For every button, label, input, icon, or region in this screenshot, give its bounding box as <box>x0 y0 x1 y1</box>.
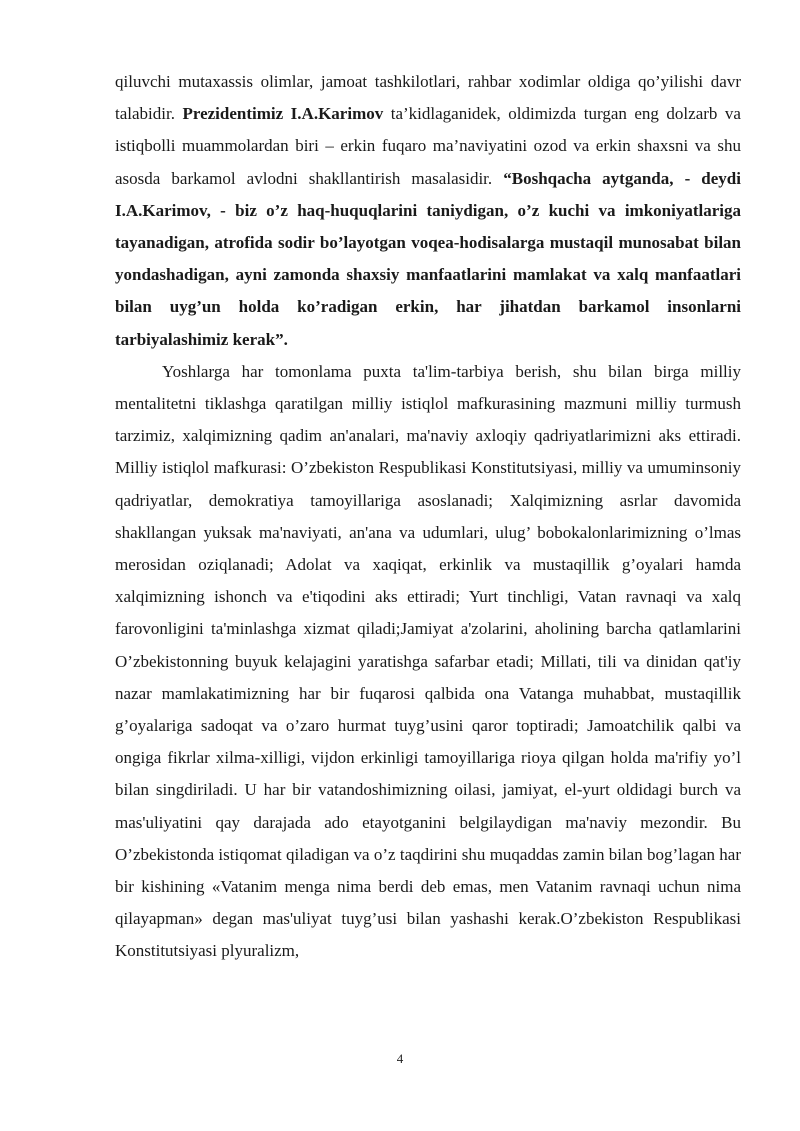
paragraph-1-text-b: ta’kidlaganidek, oldimizda turgan eng dolzarb va istiqbolli muammolardan biri – erkin fuqaro ma’naviyatini ozod va erkin shaxsni va shu asosda barkamol avlodni shakllantirish masalasidir. <box>115 104 741 188</box>
page-number: 4 <box>396 1051 404 1066</box>
body-text <box>115 66 741 968</box>
paragraph-1-text-a: qiluvchi mutaxassis olimlar, jamoat tashkilotlari, rahbar xodimlar oldiga qo’yilishi davr talabidir. <box>115 72 741 124</box>
paragraph-1 <box>115 66 741 356</box>
president-name-bold: Prezidentimiz I.A.Karimov <box>182 104 384 124</box>
karimov-quote-bold: “Boshqacha aytganda, - deydi I.A.Karimov, - biz o’z haq-huquqlarini taniydigan, o’z kuchi va imkoniyatlariga tayanadigan, atrofida sodir bo’layotgan voqea-hodisalarga mustaqil munosabat bilan yondashadigan, ayni zamonda shaxsiy manfaatlarini mamlakat va xalq manfaatlari bilan uyg’un holda ko’radigan erkin, har jihatdan barkamol insonlarni tarbiyalashimiz kerak”. <box>115 168 741 349</box>
paragraph-2: Yoshlarga har tomonlama puxta ta'lim-tarbiya berish, shu bilan birga milliy mentalitetni tiklashga qaratilgan milliy istiqlol mafkurasining mazmuni milliy turmush tarzimiz, xalqimizning qadim an'analari, ma'naviy axloqiy qadriyatlarimizni aks ettiradi. Milliy istiqlol mafkurasi: O’zbekiston Respublikasi Konstitutsiyasi, milliy va umuminsoniy qadriyatlar, demokratiya tamoyillariga asoslanadi; Xalqimizning asrlar davomida shakllangan yuksak ma'naviyati, an'ana va udumlari, ulug’ bobokalonlarimizning o’lmas merosidan oziqlanadi; Adolat va xaqiqat, erkinlik va mustaqillik g’oyalari hamda xalqimizning ishonch va e'tiqodini aks ettiradi; Yurt tinchligi, Vatan ravnaqi va xalq farovonligini ta'minlashga xizmat qiladi;Jamiyat a'zolarini, aholining barcha qatlamlarini O’zbekistonning buyuk kelajagini yaratishga safarbar etadi; Millati, tili va dinidan qat'iy nazar mamlakatimizning har bir fuqarosi qalbida ona Vatanga muhabbat, mustaqillik g’oyalariga sadoqat va o’zaro hurmat tuyg’usini qaror toptiradi; Jamoatchilik qalbi va ongiga fikrlar xilma-xilligi, vijdon erkinligi tamoyillariga rioya qilgan holda ma'rifiy yo’l bilan singdiriladi. U har bir vatandoshimizning oilasi, jamiyat, el-yurt oldidagi burch va mas'uliyatini qay darajada ado etayotganini belgilaydigan ma'naviy mezondir. Bu O’zbekistonda istiqomat qiladigan va o’z taqdirini shu muqaddas zamin bilan bog’lagan har bir kishining «Vatanim menga nima berdi deb emas, men Vatanim ravnaqi uchun nima qilayapman» degan mas'uliyat tuyg’usi bilan yashashi kerak.O’zbekiston Respublikasi Konstitutsiyasi plyuralizm, <box>115 361 741 961</box>
